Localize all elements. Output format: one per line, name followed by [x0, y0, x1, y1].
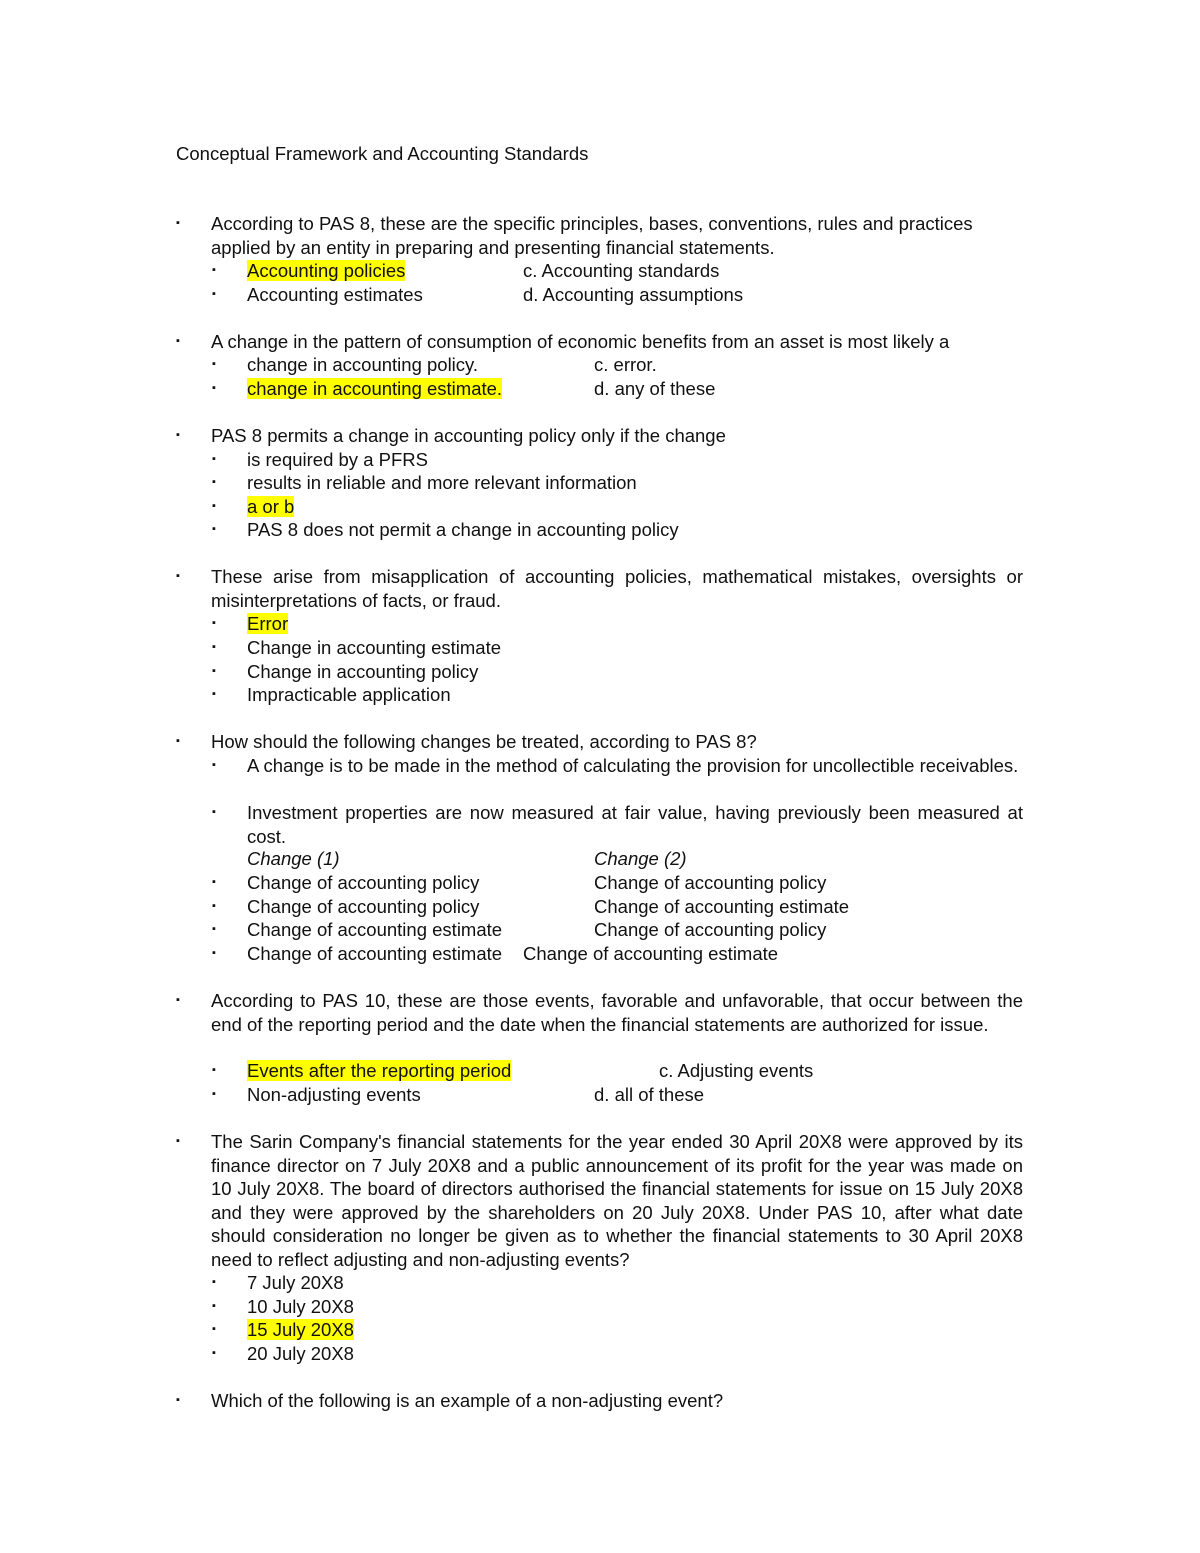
answer-option-col1-highlighted: Change of accounting estimate	[247, 919, 503, 940]
answer-option-b: Accounting estimates	[247, 284, 423, 305]
question-stem: PAS 8 permits a change in accounting policy only if the change	[211, 425, 726, 446]
question-stem: According to PAS 8, these are the specific principles, bases, conventions, rules and practices	[211, 213, 973, 234]
question-stem: According to PAS 10, these are those events, favorable and unfavorable, that occur between the end of the reporting period and the date when the financial statements are authorized for issue.	[211, 990, 1023, 1035]
question-stem: These arise from misapplication of accounting policies, mathematical mistakes, oversights or misinterpretations of facts, or fraud.	[211, 566, 1023, 611]
question-stem: applied by an entity in preparing and presenting financial statements.	[211, 237, 775, 258]
answer-option: 7 July 20X8	[247, 1272, 344, 1293]
bullet: ▪	[212, 523, 216, 535]
bullet: ▪	[212, 500, 216, 512]
bullet: ▪	[212, 1088, 216, 1100]
question-stem: The Sarin Company's financial statements for the year ended 30 April 20X8 were approved by its finance director on 7 July 20X8 and a public announcement of its profit for the year was made on 10 July 20X8. The board of directors authorised the financial statements for issue on 15 July 20X8 and they were approved by the shareholders on 20 July 20X8. Under PAS 10, after what date should consideration no longer be given as to whether the financial statements to 30 April 20X8 need to reflect adjusting and non-adjusting events?	[211, 1131, 1023, 1270]
page-title: Conceptual Framework and Accounting Standards	[176, 143, 589, 164]
bullet: ▪	[212, 688, 216, 700]
bullet: ▪	[212, 759, 216, 771]
bullet: ▪	[212, 1276, 216, 1288]
change-1-description: A change is to be made in the method of calculating the provision for uncollectible receivables.	[247, 755, 1019, 776]
bullet: ▪	[212, 288, 216, 300]
bullet: ▪	[176, 335, 180, 347]
bullet: ▪	[212, 1347, 216, 1359]
answer-option-col1: Change of accounting estimate	[247, 943, 503, 964]
bullet: ▪	[212, 641, 216, 653]
bullet: ▪	[176, 1135, 180, 1147]
answer-option-a: change in accounting policy.	[247, 354, 479, 375]
answer-option: 20 July 20X8	[247, 1343, 354, 1364]
question-stem: A change in the pattern of consumption of economic benefits from an asset is most likely a	[211, 331, 950, 352]
answer-option-col2: Change of accounting policy	[594, 872, 827, 893]
bullet: ▪	[212, 806, 216, 818]
answer-option-d: d. all of these	[594, 1084, 705, 1105]
change-2-description: Investment properties are now measured at fair value, having previously been measured at cost.	[247, 802, 1023, 847]
answer-option-col1: Change of accounting policy	[247, 872, 480, 893]
bullet: ▪	[212, 900, 216, 912]
bullet: ▪	[176, 429, 180, 441]
question-stem: Which of the following is an example of a non-adjusting event?	[211, 1390, 724, 1411]
answer-option-col2: Change of accounting estimate	[594, 896, 850, 917]
column-header-change-1: Change (1)	[247, 848, 340, 869]
answer-option-a-highlighted: Accounting policies	[247, 260, 406, 281]
bullet: ▪	[212, 1323, 216, 1335]
bullet: ▪	[212, 923, 216, 935]
bullet: ▪	[176, 217, 180, 229]
answer-option-highlighted: 15 July 20X8	[247, 1319, 354, 1340]
bullet: ▪	[212, 1300, 216, 1312]
answer-option-c: c. error.	[594, 354, 657, 375]
answer-option: Impracticable application	[247, 684, 451, 705]
bullet: ▪	[212, 382, 216, 394]
answer-option-c: c. Adjusting events	[659, 1060, 814, 1081]
answer-option: is required by a PFRS	[247, 449, 428, 470]
answer-option: Change in accounting policy	[247, 661, 479, 682]
column-header-change-2: Change (2)	[594, 848, 687, 869]
bullet: ▪	[176, 570, 180, 582]
answer-option-col2-highlighted: Change of accounting policy	[594, 919, 827, 940]
answer-option: Change in accounting estimate	[247, 637, 502, 658]
bullet: ▪	[212, 476, 216, 488]
answer-option: results in reliable and more relevant information	[247, 472, 637, 493]
answer-option-c: c. Accounting standards	[523, 260, 720, 281]
answer-option-col2: Change of accounting estimate	[523, 943, 779, 964]
answer-option: PAS 8 does not permit a change in accounting policy	[247, 519, 679, 540]
answer-option-d: d. any of these	[594, 378, 716, 399]
answer-option-col1: Change of accounting policy	[247, 896, 480, 917]
bullet: ▪	[212, 665, 216, 677]
bullet: ▪	[212, 947, 216, 959]
bullet: ▪	[176, 994, 180, 1006]
bullet: ▪	[212, 358, 216, 370]
bullet: ▪	[212, 617, 216, 629]
question-stem: How should the following changes be treated, according to PAS 8?	[211, 731, 757, 752]
answer-option: 10 July 20X8	[247, 1296, 354, 1317]
bullet: ▪	[176, 735, 180, 747]
bullet: ▪	[212, 1064, 216, 1076]
answer-option-a-highlighted: Events after the reporting period	[247, 1060, 512, 1081]
bullet: ▪	[212, 264, 216, 276]
answer-option-d: d. Accounting assumptions	[523, 284, 744, 305]
answer-option-b-highlighted: change in accounting estimate.	[247, 378, 503, 399]
answer-option-highlighted: Error	[247, 613, 289, 634]
bullet: ▪	[176, 1394, 180, 1406]
bullet: ▪	[212, 876, 216, 888]
bullet: ▪	[212, 453, 216, 465]
answer-option-highlighted: a or b	[247, 496, 295, 517]
answer-option-b: Non-adjusting events	[247, 1084, 421, 1105]
